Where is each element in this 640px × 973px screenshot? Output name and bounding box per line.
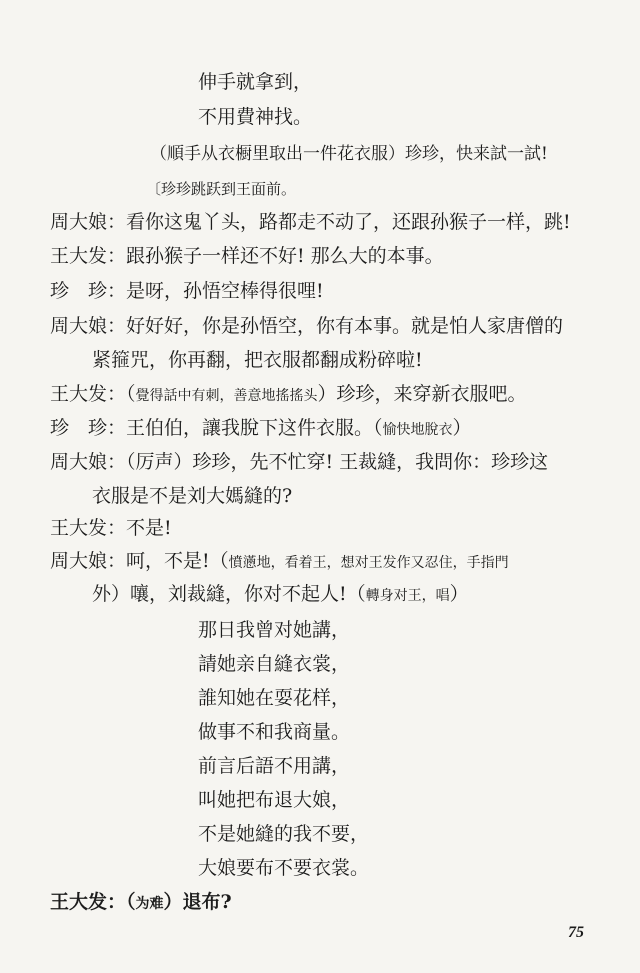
stage-direction: （順手从衣橱里取出一件花衣服）珍珍，快来試一試! bbox=[150, 144, 548, 164]
song-line: 那日我曾对她講， bbox=[198, 619, 351, 641]
page-number: 75 bbox=[568, 924, 584, 941]
dialogue-line: 王大发：不是! bbox=[50, 517, 172, 539]
dialogue-line bbox=[50, 549, 509, 575]
dialogue-line: 周大娘：好好好，你是孙悟空，你有本事。就是怕人家唐僧的 bbox=[50, 315, 564, 337]
song-line: 不是她縫的我不要， bbox=[198, 823, 370, 845]
dialogue-continuation: 衣服是不是刘大媽縫的? bbox=[92, 485, 293, 507]
stage-note: 覺得話中有刺，善意地搖搖头 bbox=[135, 388, 318, 404]
dialogue-text: 王大发：（ bbox=[50, 383, 136, 405]
dialogue-text: 珍 珍：王伯伯，讓我脫下这件衣服。（ bbox=[50, 417, 383, 439]
dialogue-text: 外）嚷，刘裁縫，你对不起人!（ bbox=[92, 583, 366, 605]
song-line: 叫她把布退大娘， bbox=[198, 789, 351, 811]
dialogue-continuation bbox=[92, 582, 469, 608]
stage-direction: 〔珍珍跳跃到王面前。 bbox=[146, 180, 297, 198]
dialogue-text: ）珍珍，来穿新衣服吧。 bbox=[317, 383, 527, 405]
song-line: 做事不和我商量。 bbox=[198, 721, 351, 743]
dialogue-text: ）退布? bbox=[163, 891, 232, 913]
dialogue-line bbox=[50, 382, 527, 408]
dialogue-line: 珍 珍：是呀，孙悟空棒得很哩! bbox=[50, 280, 324, 302]
verse-line: 不用費神找。 bbox=[198, 106, 313, 128]
stage-note: 憤懣地，看着王，想对王发作又忍住，手指門 bbox=[228, 555, 509, 571]
song-line: 前言后語不用講， bbox=[198, 755, 351, 777]
song-line: 大娘要布不要衣裳。 bbox=[198, 857, 370, 879]
dialogue-continuation: 紧箍咒，你再翻，把衣服都翻成粉碎啦! bbox=[92, 349, 423, 371]
dialogue-text: 周大娘：呵，不是!（ bbox=[50, 550, 229, 572]
stage-note: 为难 bbox=[135, 896, 164, 912]
dialogue-line bbox=[50, 890, 232, 916]
dialogue-text: ） bbox=[449, 583, 469, 605]
dialogue-text: 王大发：（ bbox=[50, 891, 136, 913]
dialogue-line: 周大娘：看你这鬼丫头，路都走不动了，还跟孙猴子一样，跳! bbox=[50, 211, 571, 233]
dialogue-text: ） bbox=[452, 417, 472, 439]
stage-note: 轉身对王，唱 bbox=[365, 588, 450, 604]
dialogue-line bbox=[50, 416, 472, 442]
song-line: 誰知她在耍花样， bbox=[198, 687, 351, 709]
verse-line: 伸手就拿到， bbox=[198, 71, 313, 93]
dialogue-line: 王大发：跟孙猴子一样还不好! 那么大的本事。 bbox=[50, 245, 444, 267]
dialogue-line: 周大娘：（厉声）珍珍，先不忙穿! 王裁縫，我問你：珍珍这 bbox=[50, 451, 549, 473]
song-line: 請她亲自縫衣裳， bbox=[198, 653, 351, 675]
stage-note: 愉快地脫衣 bbox=[382, 422, 453, 438]
